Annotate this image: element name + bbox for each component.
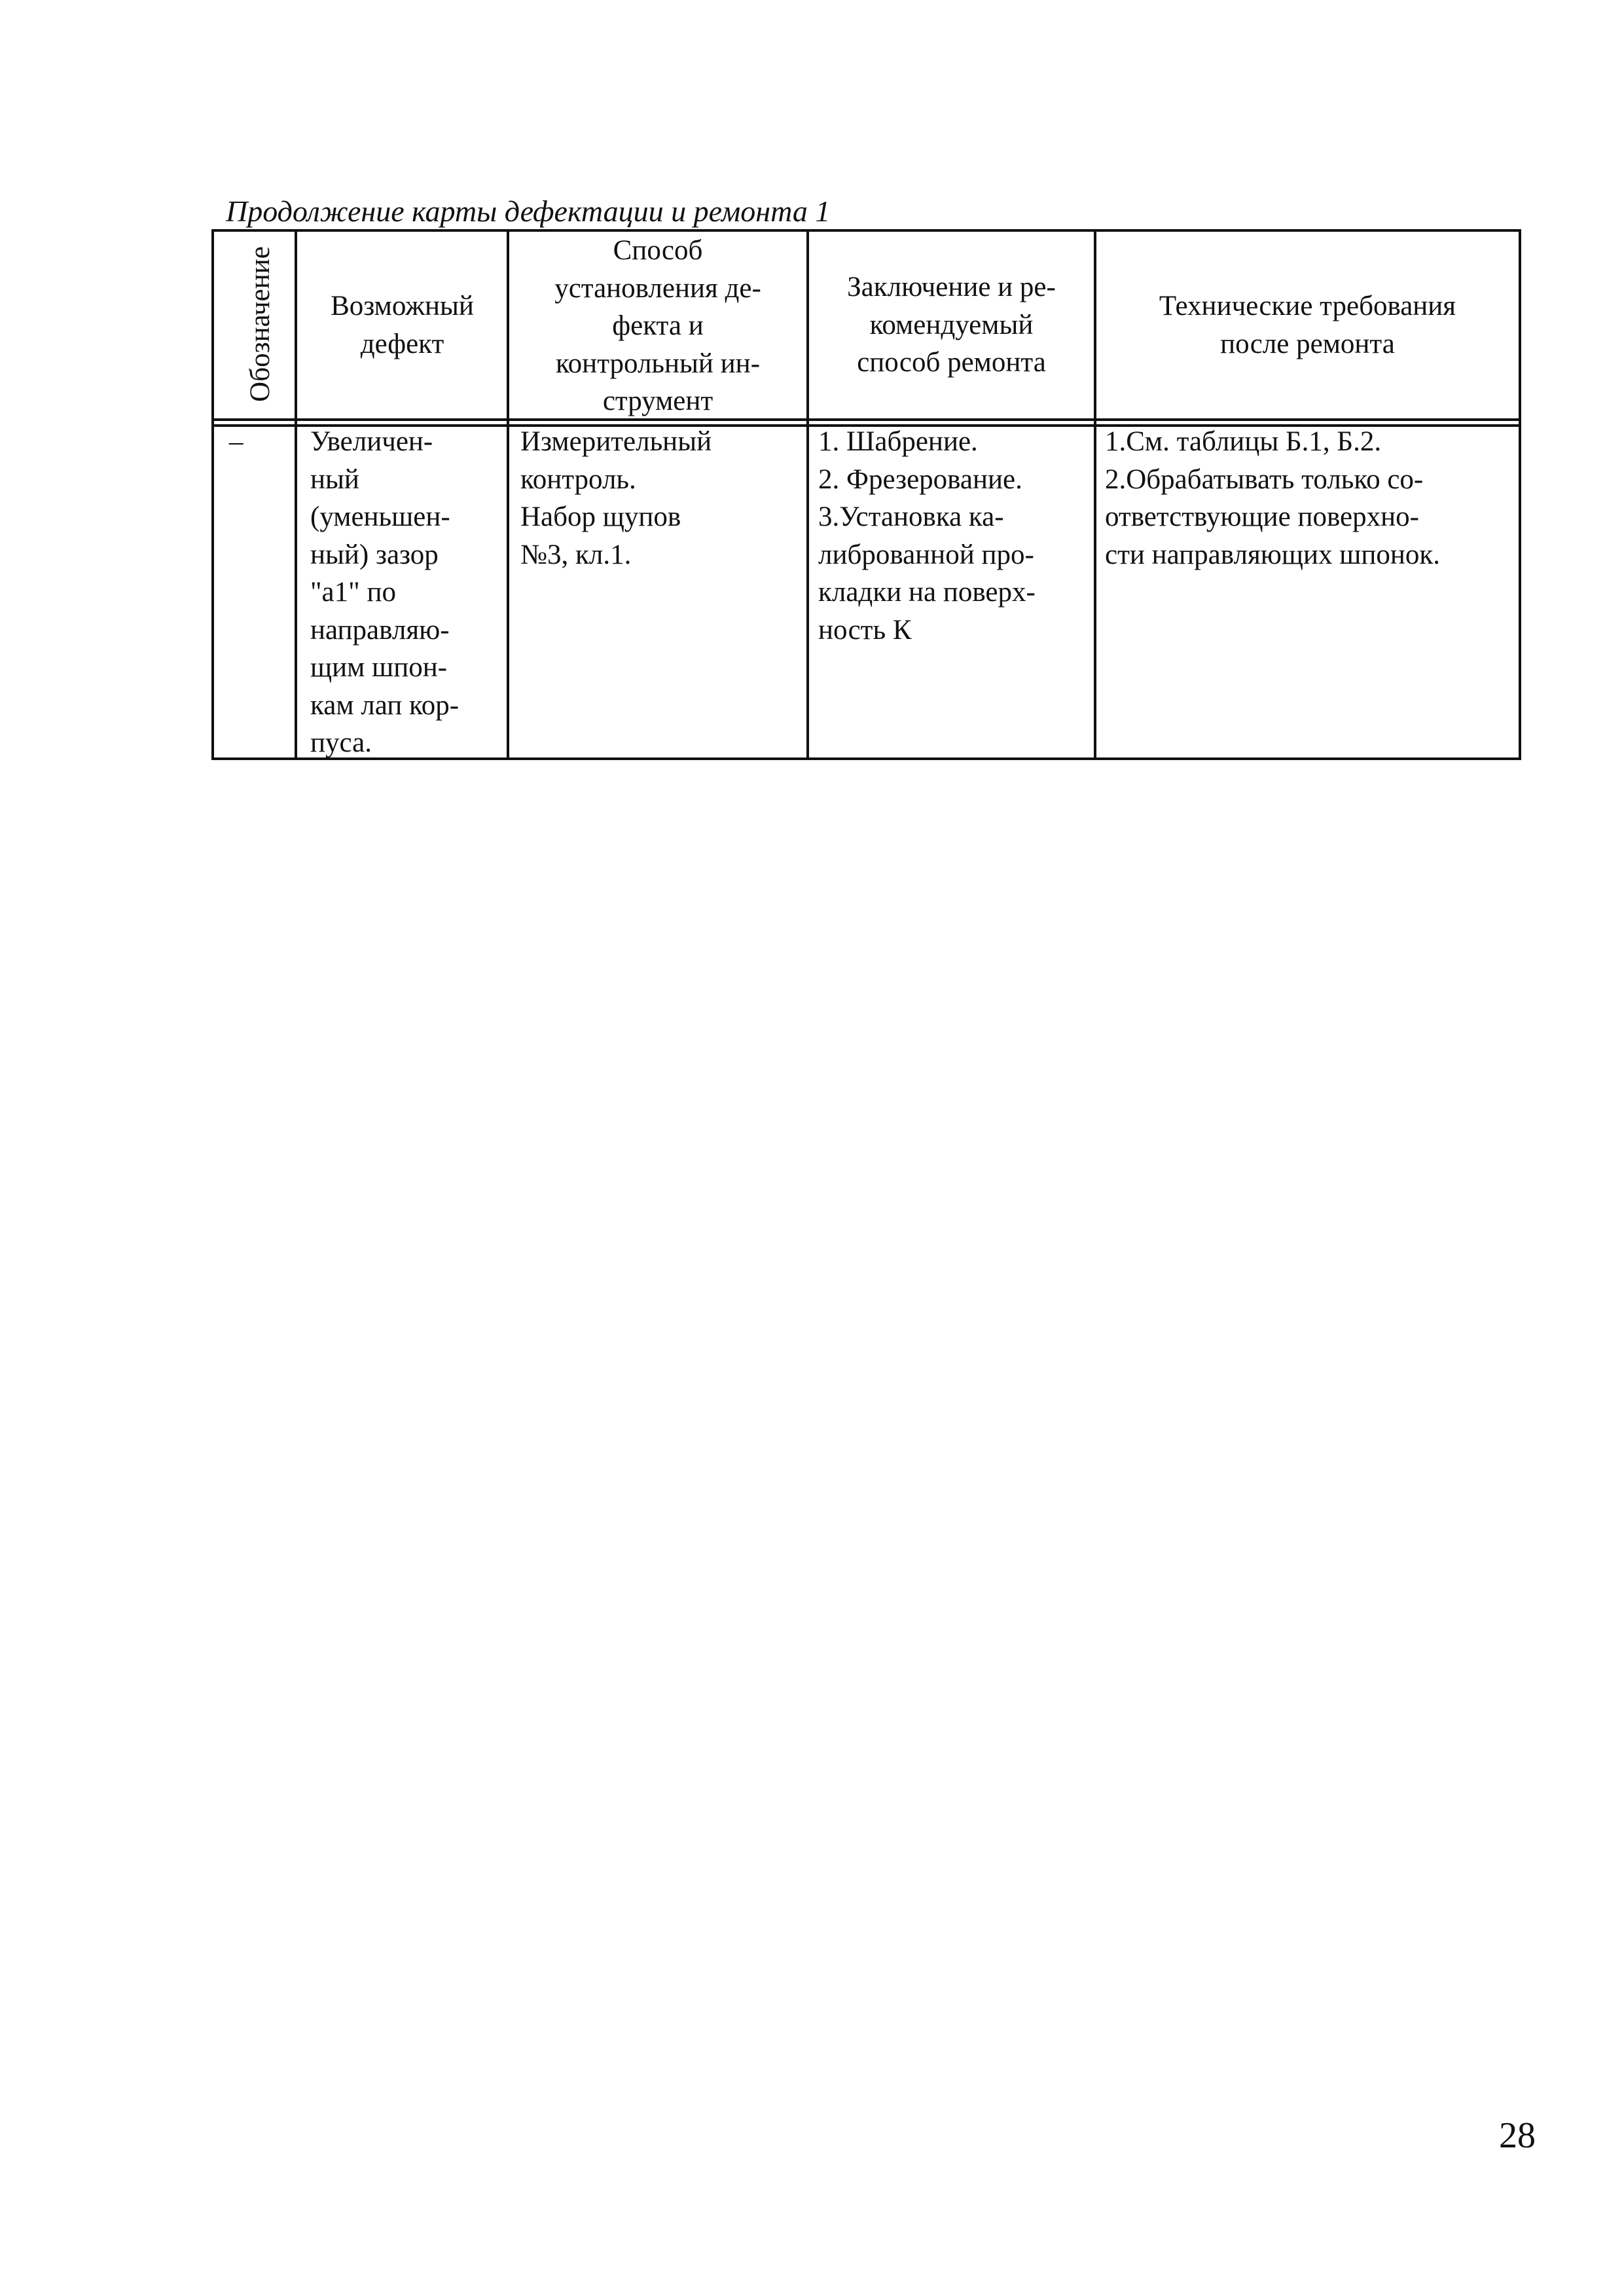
page-number: 28	[1499, 2115, 1536, 2156]
row-detection-method: Измерительный контроль. Набор щупов №3, кл.1.	[520, 426, 712, 570]
header-technical-requirements: Технические требования после ремонта	[1159, 291, 1456, 359]
row-technical-requirements: 1.См. таблицы Б.1, Б.2. 2.Обрабатывать только со- ответствующие поверхно- сти направляющих шпонок.	[1105, 426, 1441, 570]
header-possible-defect: Возможный дефект	[331, 291, 474, 359]
header-detection-method: Способ установления де- фекта и контрольный ин- струмент	[554, 235, 761, 416]
row-designation-dash: –	[229, 426, 244, 457]
row-possible-defect: Увеличен- ный (уменьшен- ный) зазор "а1" по направляю- щим шпон- кам лап кор- пуса.	[310, 426, 460, 758]
row-conclusion: 1. Шабрение. 2. Фрезерование. 3.Установка ка- либрованной про- кладки на поверх- ность К	[818, 426, 1036, 646]
table-caption: Продолжение карты дефектации и ремонта 1	[226, 194, 831, 228]
header-conclusion: Заключение и ре- комендуемый способ ремонта	[847, 272, 1056, 378]
header-designation: Обозначение	[245, 246, 276, 402]
